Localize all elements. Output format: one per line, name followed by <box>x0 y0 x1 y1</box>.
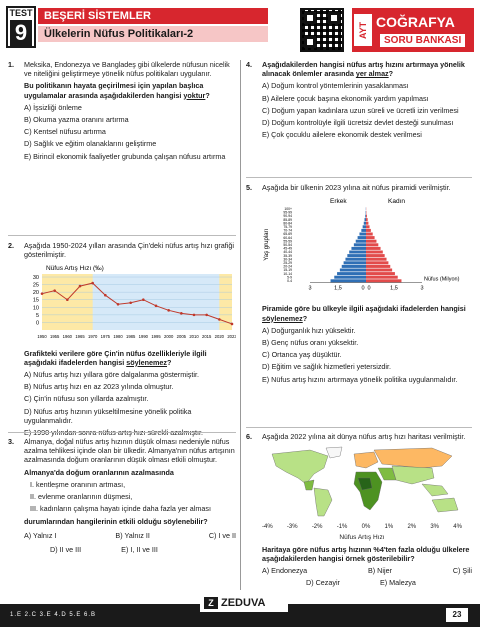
test-label: TEST <box>9 8 33 18</box>
x-tick-label: 1985 <box>126 334 136 340</box>
option-b[interactable]: B) Nijer <box>368 566 392 576</box>
question-stem: Piramide göre bu ülkeyle ilgili aşağıdaki ifadelerden hangisi söylenemez? <box>262 304 466 323</box>
age-label: 80-84 <box>283 221 292 226</box>
option-c[interactable]: C) Ortanca yaş düşüktür. <box>262 350 342 360</box>
age-label: 5-9 <box>287 275 292 280</box>
option-a[interactable]: A) Endonezya <box>262 566 308 576</box>
option-b[interactable]: B) Okuma yazma oranını artırma <box>24 115 129 125</box>
x-tick-label: 3 <box>308 285 312 292</box>
legend-male: Erkek <box>330 198 347 206</box>
brand-logo <box>352 8 474 52</box>
data-point <box>218 319 221 322</box>
data-point <box>129 302 132 305</box>
separator <box>246 177 472 178</box>
bar-female <box>366 262 388 265</box>
option-d[interactable]: D) Sağlık ve eğitim olanaklarını geliştirme <box>24 139 157 149</box>
option-d[interactable]: D) Cezayir <box>306 578 340 588</box>
option-b[interactable]: B) Ailelere çocuk başına ekonomik yardım yapılması <box>262 93 429 103</box>
bar-female <box>366 244 378 247</box>
bar-female <box>366 226 370 229</box>
x-tick-label: 1975 <box>100 334 110 340</box>
option-a[interactable]: A) Yalnız I <box>24 530 57 540</box>
age-label: 50-54 <box>283 243 292 248</box>
bar-female <box>366 233 373 236</box>
x-tick-label: 1,5 <box>334 285 342 292</box>
data-point <box>66 299 69 302</box>
question-intro: Meksika, Endonezya ve Bangladeş gibi ülkelerde nüfusun nicelik ve niteliğini geliştirmeye yönelik nüfus politikaları uygulanır. <box>24 60 230 79</box>
data-point <box>167 309 170 312</box>
statement-list <box>30 480 236 514</box>
y-tick-label: 30 <box>32 275 39 282</box>
x-tick-label: 1955 <box>50 334 60 340</box>
question-5 <box>246 183 472 384</box>
y-tick-label: 25 <box>32 283 39 290</box>
world-growth-map <box>262 444 470 520</box>
option-d[interactable]: D) Doğum kontrolüyle ilgili ücretsiz devlet desteği sunulması <box>262 118 454 128</box>
option-d[interactable]: D) Nüfus artış hızının yükseltilmesine yönelik politika uygulanmalıdır. <box>24 406 192 425</box>
data-point <box>53 290 56 293</box>
data-point <box>155 305 158 308</box>
bar-female <box>366 215 367 218</box>
shaded-band-left <box>42 274 93 330</box>
bar-male <box>345 258 366 261</box>
age-label: 55-59 <box>283 239 292 244</box>
x-tick-label: 2015 <box>202 334 212 340</box>
options-row-1 <box>262 566 472 575</box>
option-c[interactable]: C) Şili <box>452 566 472 576</box>
population-pyramid-chart <box>262 195 470 299</box>
question-intro: Aşağıda 2022 yılına ait dünya nüfus artış hızı haritası verilmiştir. <box>262 432 466 441</box>
bar-female <box>366 254 385 257</box>
question-6 <box>246 432 472 588</box>
publisher-logo: Z ZEDUVA <box>200 594 288 612</box>
x-tick-label: 1970 <box>88 334 98 340</box>
bar-male <box>361 229 366 232</box>
bar-male <box>334 276 366 279</box>
age-label: 95-99 <box>283 210 292 215</box>
bar-male <box>358 236 366 239</box>
bar-male <box>337 272 366 275</box>
option-e[interactable]: E) Çok çocuklu ailelere ekonomik destek verilmesi <box>262 130 422 140</box>
page-number: 23 <box>446 608 468 622</box>
x-tick-label: 2023 <box>227 334 236 340</box>
bar-male <box>356 240 366 243</box>
question-intro: Almanya, doğal nüfus artış hızının düşük olması nedeniyle nüfus azalma tehlikesi içinde olan bir ülkedir. Almanya'nın nüfus artışının azalmasında doğum oranlarının düşük olması etkili olmuştur. <box>24 437 235 465</box>
bar-male <box>349 251 366 254</box>
bar-female <box>366 236 375 239</box>
option-e[interactable]: E) Birincil ekonomik faaliyetler grubunda çalışan nüfusu artırma <box>24 151 226 161</box>
question-stem-2: durumlarından hangilerinin etkili olduğu söylenebilir? <box>24 517 208 527</box>
question-number: 2. <box>8 241 14 250</box>
question-stem: Almanya'da doğum oranlarının azalmasında <box>24 467 174 477</box>
options-row-1 <box>24 531 236 540</box>
option-c[interactable]: C) I ve II <box>208 530 236 540</box>
x-tick-label: 1950 <box>37 334 47 340</box>
bar-male <box>364 222 366 225</box>
option-b[interactable]: B) Nüfus artış hızı en az 2023 yılında olmuştur. <box>24 382 174 392</box>
age-label: 35-39 <box>283 254 292 259</box>
age-label: 65-69 <box>283 232 292 237</box>
x-tick-label: 1,5 <box>390 285 398 292</box>
map-legend-title: Nüfus Artış Hızı <box>339 533 385 541</box>
bar-male <box>359 233 366 236</box>
question-stem: Grafikteki verilere göre Çin'in nüfus özellikleriyle ilgili aşağıdaki ifadelerden hangisi söylenemez? <box>24 348 207 367</box>
data-point <box>180 312 183 315</box>
data-point <box>193 314 196 317</box>
age-label: 30-34 <box>283 257 292 262</box>
qr-code-icon[interactable] <box>300 8 344 52</box>
question-number: 5. <box>246 183 252 192</box>
statement-1: I. kentleşme oranının artması, <box>30 479 126 489</box>
data-point <box>205 314 208 317</box>
bar-female <box>366 276 398 279</box>
age-label: 60-64 <box>283 236 292 241</box>
y-tick-label: 5 <box>35 313 39 320</box>
x-tick-label: 1995 <box>151 334 161 340</box>
test-number: 9 <box>10 20 32 46</box>
x-tick-label: 2005 <box>176 334 186 340</box>
option-b[interactable]: B) Genç nüfus oranı yüksektir. <box>262 338 359 348</box>
option-e[interactable]: E) I, II ve III <box>121 544 158 554</box>
x-tick-label: 1980 <box>113 334 123 340</box>
data-point <box>117 303 120 306</box>
bar-male <box>347 254 366 257</box>
bar-male <box>365 218 366 221</box>
option-c[interactable]: C) Çin'in nüfusu son yıllarda azalmıştır. <box>24 394 149 404</box>
topic-title: Ülkelerin Nüfus Politikaları-2 <box>38 26 268 42</box>
test-badge <box>6 6 36 48</box>
x-tick-label: 1960 <box>62 334 72 340</box>
data-point <box>79 285 82 288</box>
bar-female <box>366 247 381 250</box>
bar-female <box>366 269 392 272</box>
question-number: 4. <box>246 60 252 69</box>
x-tick-label: 0 <box>361 285 365 292</box>
bar-female <box>366 265 390 268</box>
question-4 <box>246 60 472 139</box>
question-stem: Haritaya göre nüfus artış hızının %4'ten fazla olduğu ülkelere aşağıdakilerden hangisi örnek gösterilebilir? <box>262 544 470 564</box>
question-number: 6. <box>246 432 252 441</box>
option-d[interactable]: D) Eğitim ve sağlık hizmetleri yetersizdir. <box>262 362 392 372</box>
option-c[interactable]: C) Kentsel nüfusu artırma <box>24 127 106 137</box>
bar-female <box>366 258 387 261</box>
statement-2: II. evlenme oranlarının düşmesi, <box>30 492 133 502</box>
option-a[interactable]: A) İşsizliği önleme <box>24 102 82 112</box>
age-label: 85-89 <box>283 218 292 223</box>
options-row-2 <box>262 578 472 587</box>
x-tick-label: 2020 <box>214 334 224 340</box>
x-tick-label: 3 <box>420 285 424 292</box>
question-3 <box>8 437 236 554</box>
y-tick-label: 0 <box>35 320 39 327</box>
bar-male <box>365 215 366 218</box>
zeduva-icon: Z <box>204 597 218 609</box>
age-label: 25-29 <box>283 261 292 266</box>
option-a[interactable]: A) Doğum kontrol yöntemlerinin yasaklanması <box>262 81 409 91</box>
data-point <box>104 294 107 297</box>
x-tick-label: 2010 <box>189 334 199 340</box>
options-row-2 <box>24 545 236 554</box>
bar-female <box>366 229 371 232</box>
age-label: 10-14 <box>283 272 292 277</box>
answer-key: 1.E 2.C 3.E 4.D 5.E 6.B <box>10 612 97 618</box>
bar-female <box>366 251 383 254</box>
y-tick-label: 10 <box>32 305 39 312</box>
x-tick-label: 0 <box>367 285 371 292</box>
y-axis-label: Yaş grupları <box>264 229 270 261</box>
legend-female: Kadın <box>388 198 405 206</box>
separator <box>246 427 472 428</box>
data-point <box>41 293 44 296</box>
question-1 <box>8 60 236 161</box>
x-axis-label: Nüfus (Milyon) <box>424 276 460 283</box>
column-divider <box>240 60 241 590</box>
age-label: 75-79 <box>283 225 292 230</box>
data-point <box>91 282 94 285</box>
age-label: 90-94 <box>283 214 292 219</box>
age-label: 0-4 <box>287 279 292 284</box>
separator <box>8 432 236 433</box>
brand-subtitle: SORU BANKASI <box>380 34 465 47</box>
page-header <box>0 0 480 56</box>
question-stem: Bu politikanın hayata geçirilmesi için yapılan başlıca uygulamalar arasında aşağıdakilerden hangisi yoktur? <box>24 81 210 100</box>
brand-side-label: AYT <box>354 14 372 46</box>
age-label: 40-44 <box>283 250 292 255</box>
brand-title: COĞRAFYA <box>376 14 455 30</box>
question-stem: Aşağıdakilerden hangisi nüfus artış hızını artırmaya yönelik alınacak önlemler arasında yer almaz? <box>262 60 465 79</box>
question-number: 3. <box>8 437 14 446</box>
bar-female <box>366 218 368 221</box>
separator <box>8 235 236 236</box>
statement-3: III. kadınların çalışma hayatı içinde daha fazla yer alması <box>30 504 211 514</box>
x-tick-label: 1965 <box>75 334 85 340</box>
option-b[interactable]: B) Yalnız II <box>115 530 150 540</box>
option-c[interactable]: C) Doğum yapan kadınlara uzun süreli ve ücretli izin verilmesi <box>262 105 459 115</box>
bar-female <box>366 240 376 243</box>
question-number: 1. <box>8 60 14 69</box>
bar-female <box>366 280 401 283</box>
bar-male <box>342 265 366 268</box>
question-intro: Aşağıda 1950-2024 yılları arasında Çin'deki nüfus artış hızı grafiği gösterilmiştir. <box>24 241 234 260</box>
x-tick-label: 2000 <box>164 334 174 340</box>
china-growth-chart <box>24 262 236 342</box>
option-a[interactable]: A) Nüfus artış hızı yıllara göre dalgalanma göstermiştir. <box>24 370 199 380</box>
age-label: 100+ <box>284 207 292 212</box>
bar-male <box>331 280 366 283</box>
y-tick-label: 15 <box>32 298 39 305</box>
age-label: 45-49 <box>283 246 292 251</box>
bar-male <box>344 262 366 265</box>
option-e[interactable]: E) Nüfus artış hızını artırmaya yönelik politika uygulanmalıdır. <box>262 374 458 384</box>
age-label: 20-24 <box>283 264 292 269</box>
bar-male <box>340 269 366 272</box>
data-point <box>231 323 234 326</box>
x-tick-label: 1990 <box>138 334 148 340</box>
map-legend-labels: -4% -3% -2% -1% 0% 1% 2% 3% 4% <box>262 524 462 531</box>
data-point <box>142 299 145 302</box>
option-d[interactable]: D) II ve III <box>50 544 82 554</box>
bar-male <box>351 247 366 250</box>
age-label: 70-74 <box>283 228 292 233</box>
bar-male <box>363 226 366 229</box>
question-2 <box>8 241 236 437</box>
bar-female <box>366 272 395 275</box>
question-intro: Aşağıda bir ülkenin 2023 yılına ait nüfus piramidi verilmiştir. <box>262 183 451 192</box>
chart-title: Nüfus Artış Hızı (‰) <box>46 265 104 273</box>
bar-male <box>354 244 366 247</box>
age-label: 15-19 <box>283 268 292 273</box>
bar-female <box>366 222 368 225</box>
unit-title: BEŞERİ SİSTEMLER <box>38 8 268 24</box>
option-a[interactable]: A) Doğurganlık hızı yüksektir. <box>262 325 356 335</box>
option-e[interactable]: E) Malezya <box>379 578 416 588</box>
y-tick-label: 20 <box>32 290 39 297</box>
